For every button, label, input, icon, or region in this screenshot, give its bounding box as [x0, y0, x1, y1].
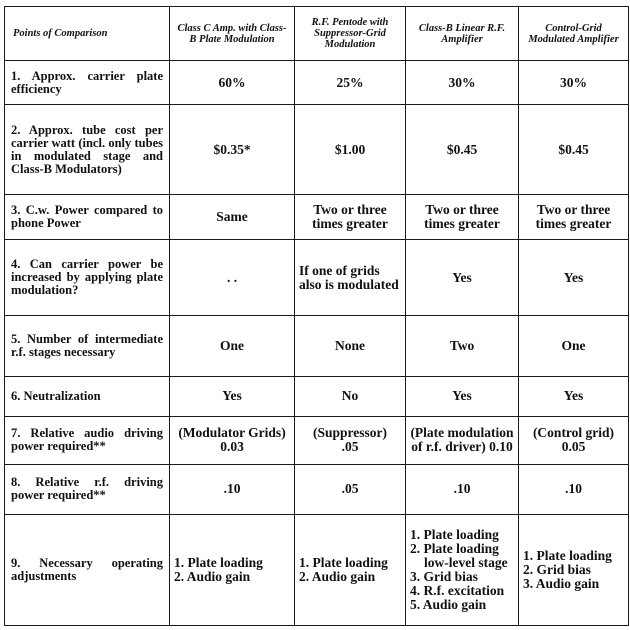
row-label: 6. Neutralization [5, 376, 170, 416]
table-cell: Yes [170, 376, 295, 416]
row-label: 7. Relative audio driving power required** [5, 416, 170, 464]
row-label: 3. C.w. Power compared to phone Power [5, 195, 170, 240]
header-class-b-linear: Class-B Linear R.F. Amplifier [406, 7, 519, 61]
header-class-c-amp: Class C Amp. with Class-B Plate Modulation [170, 7, 295, 61]
header-points-of-comparison: Points of Comparison [5, 7, 170, 61]
table-cell: 30% [519, 61, 629, 105]
comparison-table [4, 6, 629, 626]
table-cell: Yes [406, 376, 519, 416]
table-cell: (Suppressor) .05 [295, 416, 406, 464]
row-label: 9. Necessary operating adjustments [5, 514, 170, 625]
table-cell: .10 [519, 464, 629, 514]
table-cell: . . [170, 240, 295, 316]
table-cell: Yes [406, 240, 519, 316]
header-control-grid: Control-Grid Modulated Amplifier [519, 7, 629, 61]
table-cell: If one of grids also is modulated [295, 240, 406, 316]
table-cell: Yes [519, 376, 629, 416]
header-row [5, 7, 629, 61]
table-cell: 30% [406, 61, 519, 105]
table-cell: Two or three times greater [295, 195, 406, 240]
table-cell: .05 [295, 464, 406, 514]
table-cell: One [170, 316, 295, 376]
table-cell: .10 [170, 464, 295, 514]
table-cell: One [519, 316, 629, 376]
table-cell: Two or three times greater [406, 195, 519, 240]
row-label: 5. Number of intermediate r.f. stages necessary [5, 316, 170, 376]
table-cell: (Control grid) 0.05 [519, 416, 629, 464]
table-cell: 1. Plate loading 2. Grid bias 3. Audio gain [519, 514, 629, 625]
table-row [5, 464, 629, 514]
row-label: 8. Relative r.f. driving power required** [5, 464, 170, 514]
comparison-table-sheet [4, 6, 628, 626]
table-cell: 25% [295, 61, 406, 105]
table-cell: $0.35* [170, 105, 295, 195]
table-cell: Yes [519, 240, 629, 316]
table-cell: (Plate modulation of r.f. driver) 0.10 [406, 416, 519, 464]
table-row [5, 376, 629, 416]
table-cell: No [295, 376, 406, 416]
table-row [5, 416, 629, 464]
table-cell: 1. Plate loading 2. Audio gain [170, 514, 295, 625]
table-cell: (Modulator Grids) 0.03 [170, 416, 295, 464]
table-cell: $0.45 [519, 105, 629, 195]
table-cell: $1.00 [295, 105, 406, 195]
table-cell: $0.45 [406, 105, 519, 195]
table-cell: Two [406, 316, 519, 376]
row-label: 2. Approx. tube cost per carrier watt (incl. only tubes in modulated stage and Class-B Modulators) [5, 105, 170, 195]
row-label: 4. Can carrier power be increased by applying plate modulation? [5, 240, 170, 316]
header-rf-pentode: R.F. Pentode with Suppressor-Grid Modulation [295, 7, 406, 61]
table-row [5, 514, 629, 625]
table-cell: 60% [170, 61, 295, 105]
table-row [5, 195, 629, 240]
table-row [5, 240, 629, 316]
table-cell: Two or three times greater [519, 195, 629, 240]
table-cell: None [295, 316, 406, 376]
table-cell: 1. Plate loading 2. Audio gain [295, 514, 406, 625]
row-label: 1. Approx. carrier plate efficiency [5, 61, 170, 105]
table-row [5, 316, 629, 376]
table-cell: 1. Plate loading 2. Plate loading low-level stage 3. Grid bias 4. R.f. excitation 5. Audio gain [406, 514, 519, 625]
table-row [5, 61, 629, 105]
table-row [5, 105, 629, 195]
table-cell: .10 [406, 464, 519, 514]
table-cell: Same [170, 195, 295, 240]
